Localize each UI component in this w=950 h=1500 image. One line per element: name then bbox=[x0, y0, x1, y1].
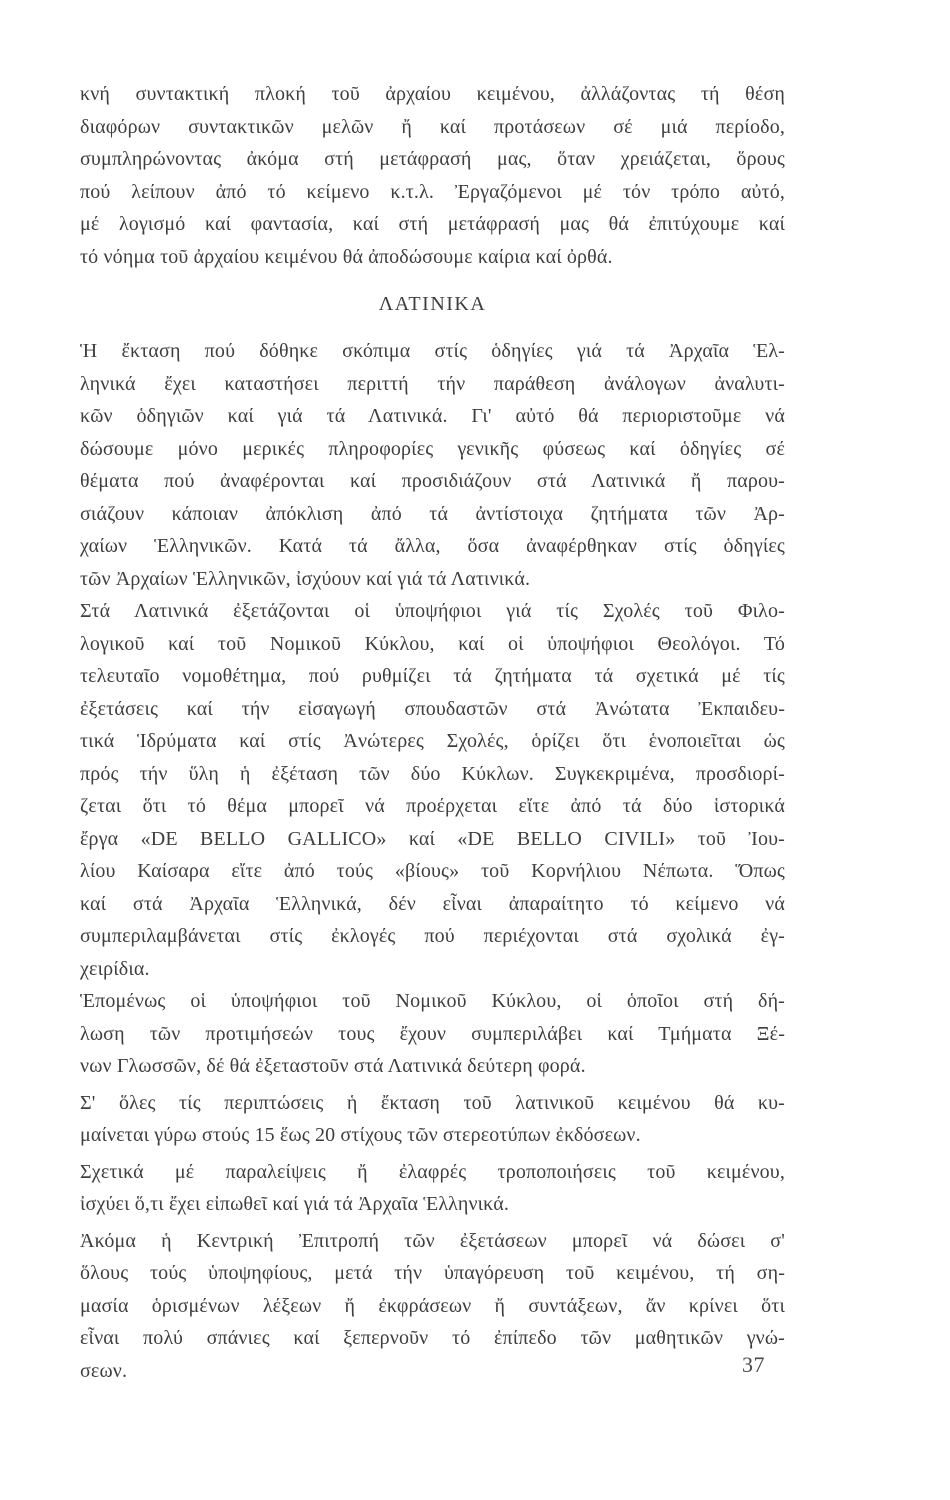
text-line: Ἀκόμα ἡ Κεντρική Ἐπιτροπή τῶν ἐξετάσεων μπορεῖ νά δώσει σ' bbox=[80, 1229, 785, 1252]
text-line: Σ' ὅλες τίς περιπτώσεις ἡ ἔκταση τοῦ λατινικοῦ κειμένου θά κυ- bbox=[80, 1091, 785, 1114]
text-line: ληνικά ἔχει καταστήσει περιττή τήν παράθεση ἀνάλογων ἀναλυτι- bbox=[80, 372, 785, 395]
text-line: ἐξετάσεις καί τήν εἰσαγωγή σπουδαστῶν στά Ἀνώτατα Ἐκπαιδευ- bbox=[80, 697, 785, 720]
page-number: 37 bbox=[742, 1352, 765, 1377]
intro-paragraph bbox=[80, 78, 785, 273]
text-line: μέ λογισμό καί φαντασία, καί στή μετάφρασή μας θά ἐπιτύχουμε καί bbox=[80, 213, 785, 235]
text-line: νων Γλωσσῶν, δέ θά ἐξεταστοῦν στά Λατινικά δεύτερη φορά. bbox=[80, 1055, 586, 1077]
paragraph-length bbox=[80, 1087, 785, 1152]
paragraph-committee bbox=[80, 1225, 785, 1388]
text-line: ἰσχύει ὅ,τι ἔχει εἰπωθεῖ καί γιά τά Ἀρχαῖα Ἑλληνικά. bbox=[80, 1193, 510, 1215]
text-line: κῶν ὁδηγιῶν καί γιά τά Λατινικά. Γι' αὐτό θά περιοριστοῦμε νά bbox=[80, 405, 785, 427]
text-line: πρός τήν ὕλη ἡ ἐξέταση τῶν δύο Κύκλων. Συγκεκριμένα, προσδιορί- bbox=[80, 762, 785, 785]
text-line: ὅλους τούς ὑποψηφίους, μετά τήν ὑπαγόρευση τοῦ κειμένου, τή ση- bbox=[80, 1262, 785, 1284]
text-line: λωση τῶν προτιμήσεών τους ἔχουν συμπεριλάβει καί Τμήματα Ξέ- bbox=[80, 1022, 785, 1045]
text-line: τελευταῖο νομοθέτημα, πού ρυθμίζει τά ζητήματα τά σχετικά μέ τίς bbox=[80, 665, 785, 687]
text-line: σεων. bbox=[80, 1359, 128, 1382]
text-line: μασία ὁρισμένων λέξεων ἤ ἐκφράσεων ἤ συντάξεων, ἄν κρίνει ὅτι bbox=[80, 1294, 785, 1317]
text-line: λογικοῦ καί τοῦ Νομικοῦ Κύκλου, καί οἱ ὑποψήφιοι Θεολόγοι. Τό bbox=[80, 632, 785, 655]
text-line: Σχετικά μέ παραλείψεις ἤ ἐλαφρές τροποποιήσεις τοῦ κειμένου, bbox=[80, 1160, 785, 1183]
text-line: μαίνεται γύρω στούς 15 ἕως 20 στίχους τῶν στερεοτύπων ἐκδόσεων. bbox=[80, 1124, 641, 1146]
text-line: τῶν Ἀρχαίων Ἑλληνικῶν, ἰσχύουν καί γιά τά Λατινικά. bbox=[80, 567, 531, 590]
text-line: διαφόρων συντακτικῶν μελῶν ἤ καί προτάσεων σέ μιά περίοδο, bbox=[80, 115, 785, 138]
text-line: δώσουμε μόνο μερικές πληροφορίες γενικῆς φύσεως καί ὁδηγίες σέ bbox=[80, 437, 785, 460]
section-heading: ΛΑΤΙΝΙΚΑ bbox=[378, 293, 487, 315]
text-line: τικά Ἱδρύματα καί στίς Ἀνώτερες Σχολές, ὁρίζει ὅτι ἑνοποιεῖται ὡς bbox=[80, 730, 785, 752]
text-line: χειρίδια. bbox=[80, 957, 150, 980]
text-line: λίου Καίσαρα εἴτε ἀπό τούς «βίους» τοῦ Κορνήλιου Νέπωτα. Ὅπως bbox=[80, 860, 785, 882]
text-line: χαίων Ἑλληνικῶν. Κατά τά ἄλλα, ὅσα ἀναφέρθηκαν στίς ὁδηγίες bbox=[80, 535, 785, 557]
text-line: σιάζουν κάποιαν ἀπόκλιση ἀπό τά ἀντίστοιχα ζητήματα τῶν Ἀρ- bbox=[80, 502, 785, 525]
paragraph-extent bbox=[80, 335, 785, 595]
text-line: εἶναι πολύ σπάνιες καί ξεπερνοῦν τό ἐπίπεδο τῶν μαθητικῶν γνώ- bbox=[80, 1327, 785, 1349]
text-line: Στά Λατινικά ἐξετάζονται οἱ ὑποψήφιοι γιά τίς Σχολές τοῦ Φιλο- bbox=[80, 600, 785, 622]
paragraph-omissions bbox=[80, 1156, 785, 1221]
text-line: ἔργα «DE BELLO GALLICO» καί «DE BELLO CIVILI» τοῦ Ἰου- bbox=[80, 827, 785, 850]
text-line: τό νόημα τοῦ ἀρχαίου κειμένου θά ἀποδώσουμε καίρια καί ὀρθά. bbox=[80, 245, 613, 268]
text-line: πού λείπουν ἀπό τό κείμενο κ.τ.λ. Ἐργαζόμενοι μέ τόν τρόπο αὐτό, bbox=[80, 180, 785, 203]
text-line: συμπληρώνοντας ἀκόμα στή μετάφρασή μας, ὅταν χρειάζεται, ὅρους bbox=[80, 148, 785, 170]
text-line: κνή συντακτική πλοκή τοῦ ἀρχαίου κειμένου, ἀλλάζοντας τή θέση bbox=[80, 83, 785, 105]
text-line: καί στά Ἀρχαῖα Ἑλληνικά, δέν εἶναι ἀπαραίτητο τό κείμενο νά bbox=[80, 892, 785, 915]
paragraph-law-cycle bbox=[80, 985, 785, 1083]
text-line: Ἑπομένως οἱ ὑποψήφιοι τοῦ Νομικοῦ Κύκλου, οἱ ὁποῖοι στή δή- bbox=[80, 990, 785, 1012]
page-body bbox=[80, 78, 785, 1387]
text-line: θέματα πού ἀναφέρονται καί προσιδιάζουν στά Λατινικά ἤ παρου- bbox=[80, 470, 785, 492]
text-line: συμπεριλαμβάνεται στίς ἐκλογές πού περιέχονται στά σχολικά ἐγ- bbox=[80, 925, 785, 947]
text-line: Ἡ ἔκταση πού δόθηκε σκόπιμα στίς ὁδηγίες γιά τά Ἀρχαῖα Ἑλ- bbox=[80, 340, 785, 362]
text-line: ζεται ὅτι τό θέμα μπορεῖ νά προέρχεται εἴτε ἀπό τά δύο ἱστορικά bbox=[80, 795, 785, 817]
paragraph-candidates bbox=[80, 595, 785, 985]
